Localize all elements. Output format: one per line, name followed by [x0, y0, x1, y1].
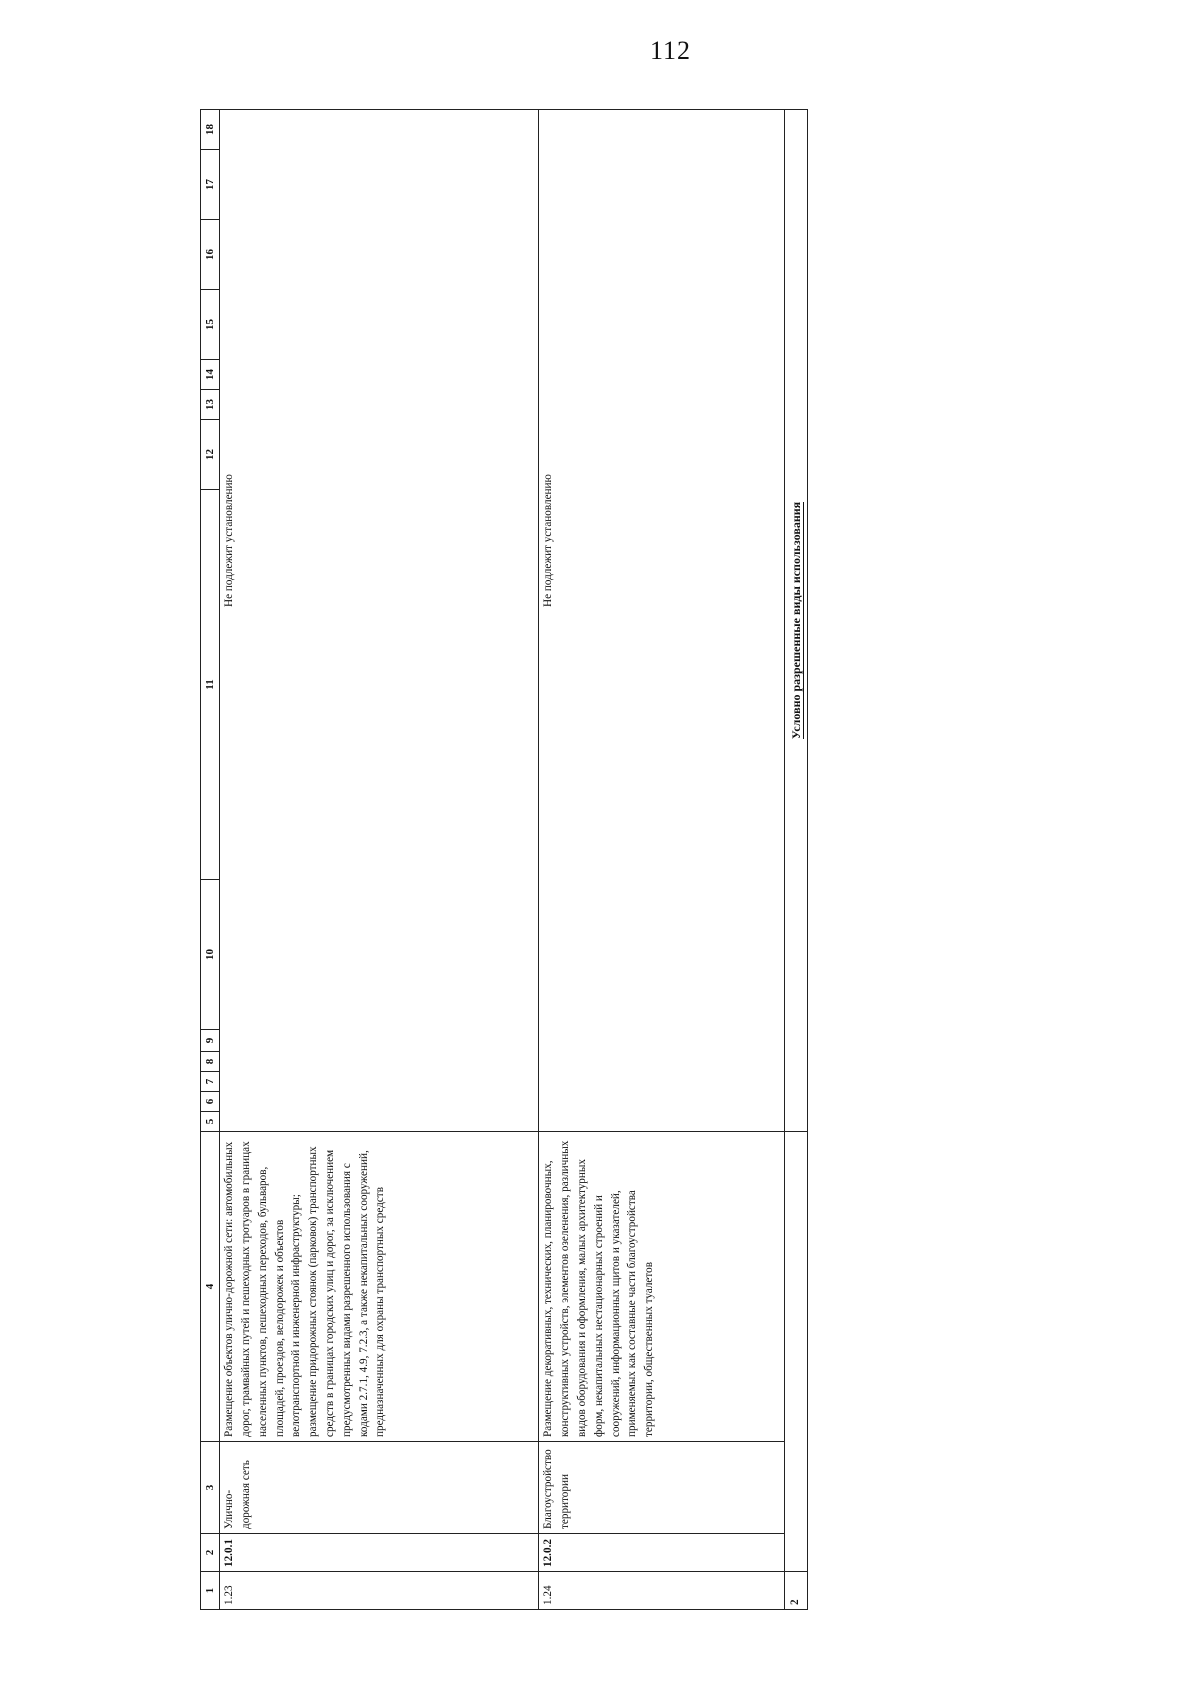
parameters-note — [539, 110, 784, 1132]
page-number: 112 — [650, 36, 692, 65]
column-header: 12 — [201, 420, 220, 490]
column-header: 15 — [201, 290, 220, 360]
column-header: 18 — [201, 110, 220, 150]
parameters-note — [220, 110, 539, 1132]
permitted-use-table — [200, 109, 808, 1610]
section-title — [784, 110, 807, 1132]
column-header: 2 — [201, 1534, 220, 1572]
column-header: 1 — [201, 1572, 220, 1610]
section-title-text: Условно разрешенные виды использования — [788, 501, 803, 740]
parameters-note-text: Не подлежит установлению — [223, 474, 236, 607]
section-spacer — [784, 1132, 807, 1572]
column-header: 5 — [201, 1112, 220, 1132]
use-description: Размещение декоративных, технических, планировочных, конструктивных устройств, элементов озеленения, различных видов оборудования и оформления, малых архитектурных форм, некапитальных нестационарных строений и сооружений, информационных щитов и указателей, применяемых как составные части благоустройства территории, общественных туалетов — [539, 1132, 784, 1442]
column-header: 8 — [201, 1052, 220, 1072]
use-description: Размещение объектов улично-дорожной сети: автомобильных дорог, трамвайных путей и пешеходных тротуаров в границах населенных пунктов, пешеходных переходов, бульваров, площадей, проездов, велодорожек и объектов велотранспортной и инженерной инфраструктуры; размещение придорожных стоянок (парковок) транспортных средств в границах городских улиц и дорог, за исключением предусмотренных видами разрешенного использования с кодами 2.7.1, 4.9, 7.2.3, а также некапитальных сооружений, предназначенных для охраны транспортных средств — [220, 1132, 539, 1442]
column-header: 14 — [201, 360, 220, 390]
parameters-note-text: Не подлежит установлению — [542, 474, 555, 607]
column-header: 17 — [201, 150, 220, 220]
table-row — [539, 110, 784, 1610]
row-number: 1.24 — [539, 1572, 784, 1610]
column-header: 9 — [201, 1030, 220, 1052]
use-code: 12.0.2 — [539, 1534, 784, 1572]
section-row — [784, 110, 807, 1610]
section-number: 2 — [784, 1572, 807, 1610]
column-header: 3 — [201, 1442, 220, 1534]
column-header: 13 — [201, 390, 220, 420]
rotated-table-frame — [200, 110, 808, 1610]
column-header: 10 — [201, 880, 220, 1030]
column-header: 16 — [201, 220, 220, 290]
use-code: 12.0.1 — [220, 1534, 539, 1572]
use-name: Благоустройство территории — [539, 1442, 784, 1534]
column-header: 6 — [201, 1092, 220, 1112]
column-number-row — [201, 110, 220, 1610]
column-header: 7 — [201, 1072, 220, 1092]
use-name: Улично-дорожная сеть — [220, 1442, 539, 1534]
column-header: 4 — [201, 1132, 220, 1442]
table-container — [200, 110, 808, 1610]
table-row — [220, 110, 539, 1610]
column-header: 11 — [201, 490, 220, 880]
row-number: 1.23 — [220, 1572, 539, 1610]
